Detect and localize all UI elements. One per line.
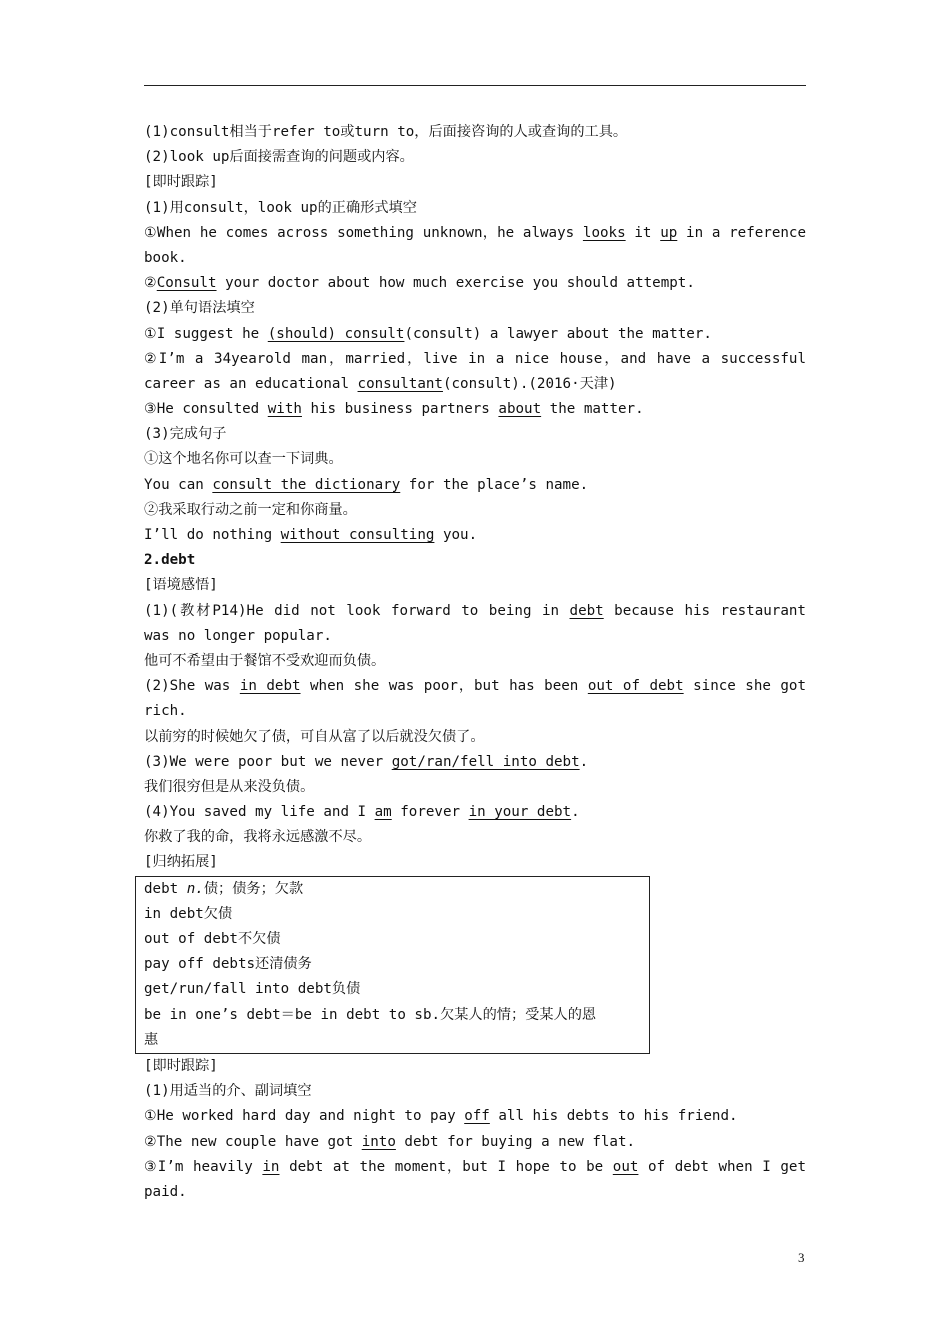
box-line-4: pay off debts还清债务 bbox=[144, 956, 312, 973]
answer: in your debt bbox=[468, 804, 572, 821]
sentence-1-cn: 他可不希望由于餐馆不受欢迎而负债。 bbox=[144, 652, 386, 669]
answer: debt bbox=[569, 602, 604, 619]
sentence-3-cn: 我们很穷但是从来没负债。 bbox=[144, 778, 315, 795]
fill-3: ③I’m heavily in debt at the moment，but I hope to be out of debt when I get bbox=[144, 1158, 806, 1175]
box-line-6-cont: 惠 bbox=[144, 1031, 159, 1048]
answer: without consulting bbox=[280, 527, 435, 543]
answer: consult the dictionary bbox=[212, 476, 401, 493]
task-2: (2)单句语法填空 bbox=[144, 300, 255, 317]
sentence-2-cn: 以前穷的时候她欠了债，可自从富了以后就没欠债了。 bbox=[144, 728, 485, 745]
question-3b-en: I’ll do nothing without consulting you. bbox=[144, 527, 478, 543]
question-1a-cont: book. bbox=[144, 249, 187, 266]
sentence-2-cont: rich. bbox=[144, 703, 187, 720]
sentence-4-cn: 你救了我的命，我将永远感激不尽。 bbox=[144, 829, 372, 846]
answer: consultant bbox=[357, 375, 443, 392]
section-heading-debt: 2.debt bbox=[144, 552, 196, 569]
sentence-3: (3)We were poor but we never got/ran/fell into debt. bbox=[144, 753, 589, 770]
box-line-5: get/run/fall into debt负债 bbox=[144, 981, 361, 998]
box-line-2: in debt欠债 bbox=[144, 905, 233, 922]
context-title: [语境感悟] bbox=[144, 577, 218, 594]
follow-title-2: [即时跟踪] bbox=[144, 1057, 218, 1074]
follow-title-1: [即时跟踪] bbox=[144, 174, 218, 191]
question-2b-cont: career as an educational consultant(consult).(2016·天津) bbox=[144, 375, 617, 392]
question-1a: ①When he comes across something unknown，he always looks it up in a reference bbox=[144, 224, 807, 241]
sentence-2: (2)She was in debt when she was poor，but has been out of debt since she got bbox=[144, 678, 806, 695]
answer: in debt bbox=[239, 678, 301, 695]
page-number: 3 bbox=[798, 1250, 805, 1265]
answer: looks bbox=[582, 224, 626, 241]
document-body bbox=[144, 120, 806, 1205]
answer: up bbox=[660, 224, 678, 241]
sentence-4: (4)You saved my life and I am forever in your debt. bbox=[144, 804, 580, 821]
question-1b: ②Consult your doctor about how much exercise you should attempt. bbox=[144, 275, 695, 292]
answer: am bbox=[374, 804, 392, 821]
answer: out of debt bbox=[587, 678, 684, 695]
question-3a-en: You can consult the dictionary for the place’s name. bbox=[144, 476, 589, 493]
question-3b-cn: ②我采取行动之前一定和你商量。 bbox=[144, 501, 357, 518]
sentence-1-cont: was no longer popular. bbox=[144, 627, 332, 644]
fill-3-cont: paid. bbox=[144, 1183, 187, 1200]
box-line-1: debt n.债；债务；欠款 bbox=[144, 880, 304, 897]
summary-title: [归纳拓展] bbox=[144, 854, 218, 871]
note-2: (2)look up后面接需查询的问题或内容。 bbox=[144, 149, 414, 166]
answer: Consult bbox=[156, 275, 217, 292]
fill-1: ①He worked hard day and night to pay off all his debts to his friend. bbox=[144, 1108, 738, 1125]
answer: (should) consult bbox=[267, 325, 405, 342]
question-2b: ②I’m a 34yearold man，married，live in a nice house，and have a successful bbox=[144, 350, 806, 367]
summary-box bbox=[135, 876, 650, 1054]
answer: in bbox=[262, 1158, 280, 1175]
answer: into bbox=[361, 1133, 396, 1150]
question-3a-cn: ①这个地名你可以查一下词典。 bbox=[144, 451, 343, 468]
note-1: (1)consult相当于refer to或turn to，后面接咨询的人或查询的工具。 bbox=[144, 124, 628, 140]
answer: with bbox=[267, 401, 302, 418]
fill-2: ②The new couple have got into debt for buying a new flat. bbox=[144, 1133, 636, 1150]
task-fill: (1)用适当的介、副词填空 bbox=[144, 1083, 312, 1100]
box-line-3: out of debt不欠债 bbox=[144, 931, 281, 947]
sentence-1: (1)(教材P14)He did not look forward to being in debt because his restaurant bbox=[144, 602, 806, 619]
question-2a: ①I suggest he (should) consult(consult) a lawyer about the matter. bbox=[144, 325, 712, 342]
task-3: (3)完成句子 bbox=[144, 426, 227, 443]
answer: out bbox=[612, 1158, 639, 1175]
answer: off bbox=[464, 1108, 490, 1125]
answer: about bbox=[498, 401, 542, 418]
task-1: (1)用consult，look up的正确形式填空 bbox=[144, 199, 417, 216]
header-rule bbox=[144, 85, 806, 86]
answer: got/ran/fell into debt bbox=[391, 753, 580, 770]
box-line-6: be in one’s debt＝be in debt to sb.欠某人的情；受某人的恩 bbox=[144, 1006, 597, 1023]
question-2c: ③He consulted with his business partners about the matter. bbox=[144, 401, 644, 418]
